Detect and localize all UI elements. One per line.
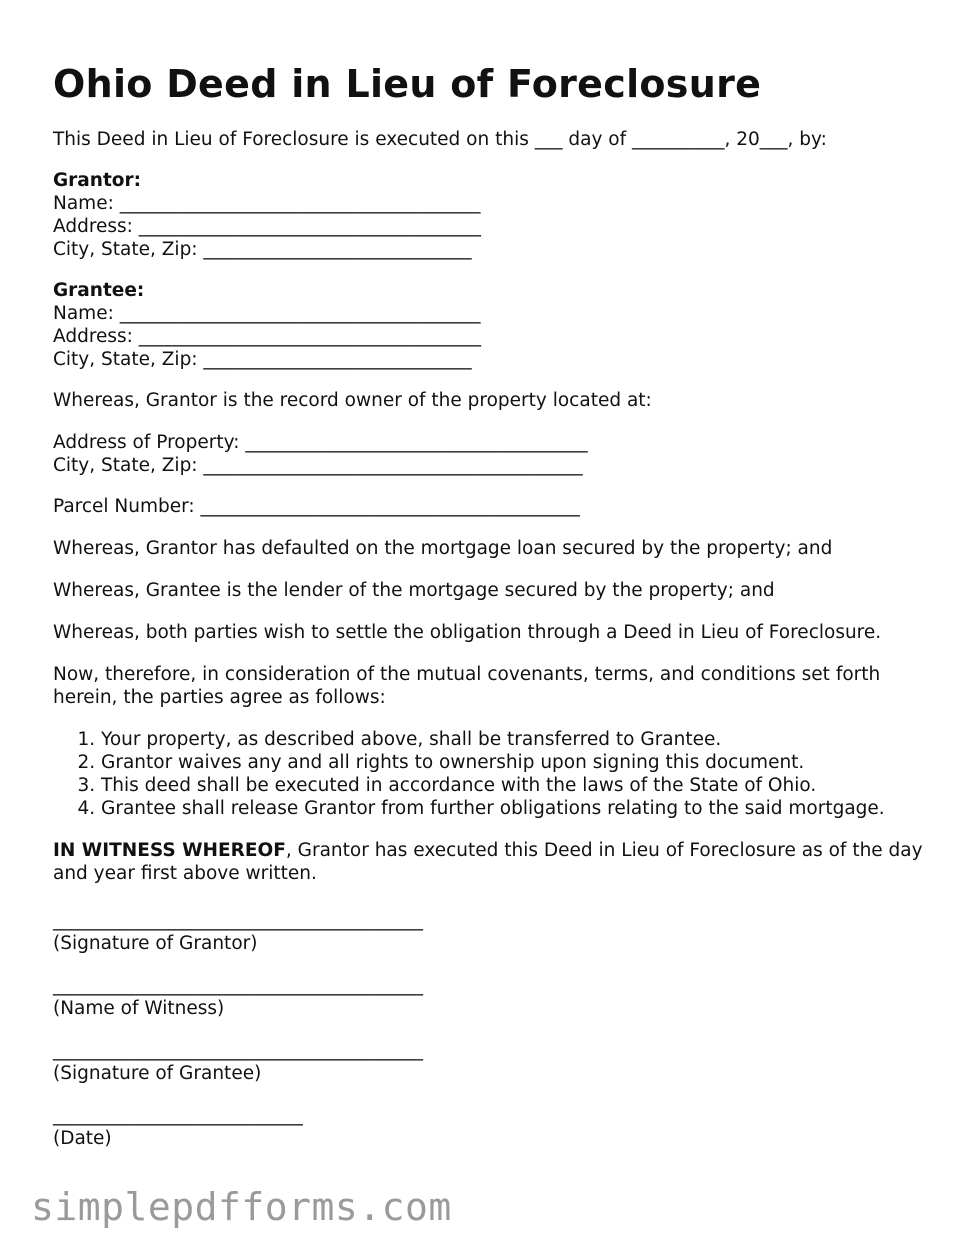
document-page <box>53 62 933 1150</box>
grantee-heading: Grantee: <box>53 279 145 301</box>
grantee-signature-line: ________________________________________ <box>53 1039 423 1061</box>
grantee-city-field: City, State, Zip: _____________________________ <box>53 348 472 370</box>
list-item: 4. Grantee shall release Grantor from further obligations relating to the said mortgage. <box>101 797 933 820</box>
grantee-name-field: Name: _______________________________________ <box>53 302 481 324</box>
whereas-default-paragraph: Whereas, Grantor has defaulted on the mortgage loan secured by the property; and <box>53 537 833 559</box>
grantee-address-field: Address: _____________________________________ <box>53 325 482 347</box>
property-section <box>53 431 933 518</box>
property-address-field: Address of Property: _____________________________________ <box>53 431 588 453</box>
grantee-signature-label: (Signature of Grantee) <box>53 1062 262 1084</box>
whereas-owner-paragraph: Whereas, Grantor is the record owner of the property located at: <box>53 389 652 411</box>
signature-section <box>53 909 933 1150</box>
grantor-address-field: Address: _____________________________________ <box>53 215 482 237</box>
grantor-heading: Grantor: <box>53 169 142 191</box>
whereas-lender-paragraph: Whereas, Grantee is the lender of the mortgage secured by the property; and <box>53 579 775 601</box>
property-city-field: City, State, Zip: _________________________________________ <box>53 454 583 476</box>
grantor-name-field: Name: _______________________________________ <box>53 192 481 214</box>
witness-lead: IN WITNESS WHEREOF <box>53 839 286 861</box>
now-therefore-paragraph: Now, therefore, in consideration of the mutual covenants, terms, and conditions set forth herein, the parties agree as follows: <box>53 663 887 708</box>
list-item: 1. Your property, as described above, shall be transferred to Grantee. <box>101 728 933 751</box>
date-line: ___________________________ <box>53 1104 303 1126</box>
parcel-number-field: Parcel Number: _________________________________________ <box>53 495 580 517</box>
list-item: 2. Grantor waives any and all rights to ownership upon signing this document. <box>101 751 933 774</box>
terms-list <box>53 728 933 820</box>
witness-name-label: (Name of Witness) <box>53 997 225 1019</box>
grantor-city-field: City, State, Zip: _____________________________ <box>53 238 472 260</box>
witness-rest: , Grantor has executed this Deed in Lieu of Foreclosure as of the day and year first above written. <box>53 839 929 884</box>
date-label: (Date) <box>53 1127 112 1149</box>
grantor-section <box>53 169 933 261</box>
list-item: 3. This deed shall be executed in accordance with the laws of the State of Ohio. <box>101 774 933 797</box>
grantor-signature-line: ________________________________________ <box>53 909 423 931</box>
grantor-signature-label: (Signature of Grantor) <box>53 932 258 954</box>
document-title: Ohio Deed in Lieu of Foreclosure <box>53 62 762 106</box>
grantee-section <box>53 279 933 371</box>
whereas-settle-paragraph: Whereas, both parties wish to settle the obligation through a Deed in Lieu of Foreclosure. <box>53 621 882 643</box>
witness-name-line: ________________________________________ <box>53 974 423 996</box>
witness-paragraph <box>53 839 933 885</box>
watermark-text: simplepdfforms.com <box>31 1185 452 1229</box>
intro-paragraph: This Deed in Lieu of Foreclosure is executed on this ___ day of __________, 20___, by: <box>53 128 827 150</box>
